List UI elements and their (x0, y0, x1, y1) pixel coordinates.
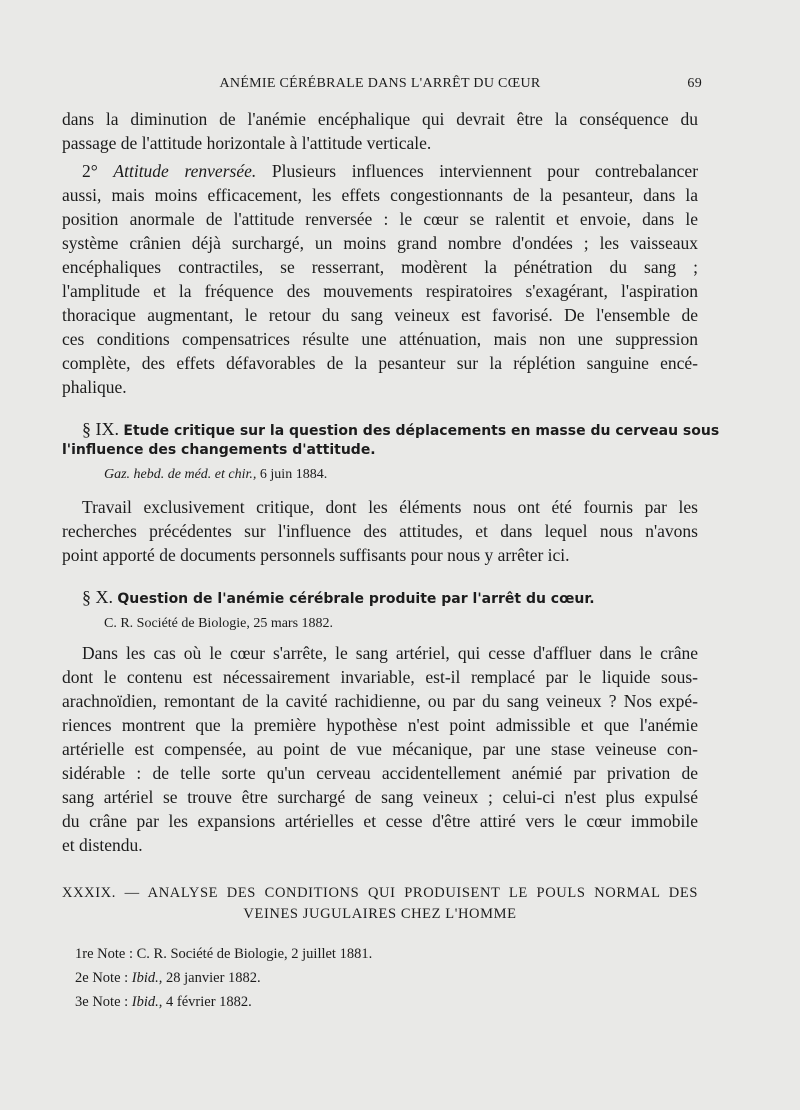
paragraph-line: phalique. (62, 377, 127, 397)
chapter-heading: XXXIX. — ANALYSE DES CONDITIONS QUI PRODUISENT LE POULS NORMAL DES (62, 885, 698, 901)
italic-subtitle: Attitude renversée. (113, 161, 257, 181)
paragraph-line: point apporté de documents personnels suffisants pour nous y arrêter ici. (62, 545, 570, 565)
paragraph-line: et distendu. (62, 835, 143, 855)
paragraph-line: aussi, mais moins efficacement, les effets congestionnants de la pesanteur, dans la (62, 185, 698, 205)
paragraph-line: arachnoïdien, remontant de la cavité rachidienne, ou par du sang veineux ? Nos expé- (62, 691, 698, 711)
section-ix-reference: Gaz. hebd. de méd. et chir., 6 juin 1884. (104, 467, 328, 482)
paragraph-line: l'amplitude et la fréquence des mouvements respiratoires s'exagérant, l'aspiration (62, 281, 698, 301)
header-title: ANÉMIE CÉRÉBRALE DANS L'ARRÊT DU CŒUR (219, 76, 541, 91)
paragraph-line: encéphaliques contractiles, se resserrant, modèrent la pénétration du sang ; (62, 257, 698, 277)
paragraph-line: complète, des effets défavorables de la pesanteur sur la réplétion sanguine encé- (62, 353, 698, 373)
paragraph-line: du crâne par les expansions artérielles et cesse d'être attiré vers le cœur immobile (62, 811, 698, 831)
section-ix-title: § IX. Etude critique sur la question des déplacements en masse du cerveau sous (82, 419, 720, 439)
paragraph-line: Dans les cas où le cœur s'arrête, le sang artériel, qui cesse d'affluer dans le crâne (82, 643, 698, 663)
section-marker: § IX. (82, 419, 119, 439)
item-number: 2° (82, 161, 98, 181)
section-marker: § X. (82, 587, 113, 607)
paragraph-line: Travail exclusivement critique, dont les éléments nous ont été fournis par les (82, 497, 698, 517)
paragraph-line: recherches précédentes sur l'influence des attitudes, et dans lequel nous n'avons (62, 521, 698, 541)
paragraph-line: sang artériel se trouve être surchargé de sang veineux ; celui-ci n'est plus expulsé (62, 787, 698, 807)
note-line: 3e Note : Ibid., 4 février 1882. (75, 994, 252, 1010)
paragraph-line: riences montrent que la première hypothèse n'est point admissible et que l'anémie (62, 715, 698, 735)
note-line: 2e Note : Ibid., 28 janvier 1882. (75, 970, 261, 986)
section-ix-title-cont: l'influence des changements d'attitude. (62, 442, 376, 458)
chapter-heading-cont: VEINES JUGULAIRES CHEZ L'HOMME (243, 906, 517, 922)
paragraph-line: thoracique augmentant, le retour du sang veineux est favorisé. De l'ensemble de (62, 305, 698, 325)
paragraph-line: dans la diminution de l'anémie encéphalique qui devrait être la conséquence du (62, 109, 698, 129)
paragraph-line: 2° Attitude renversée. Plusieurs influences interviennent pour contrebalancer (82, 161, 699, 181)
running-header (62, 76, 702, 96)
section-x-title: § X. Question de l'anémie cérébrale produite par l'arrêt du cœur. (82, 587, 595, 607)
paragraph-line: système crânien déjà surchargé, un moins grand nombre d'ondées ; les vaisseaux (62, 233, 698, 253)
section-x-reference: C. R. Société de Biologie, 25 mars 1882. (104, 616, 334, 631)
paragraph-line: artérielle est compensée, au point de vue mécanique, par une stase veineuse con- (62, 739, 698, 759)
paragraph-line: sidérable : de telle sorte qu'un cerveau accidentellement anémié par privation de (62, 763, 698, 783)
page-number: 69 (687, 76, 702, 91)
note-line: 1re Note : C. R. Société de Biologie, 2 juillet 1881. (75, 946, 373, 962)
paragraph-line: ces conditions compensatrices résulte une atténuation, mais non une suppression (62, 329, 698, 349)
paragraph-line: position anormale de l'attitude renversée : le cœur se ralentit et envoie, dans le (62, 209, 698, 229)
paragraph-line: passage de l'attitude horizontale à l'attitude verticale. (62, 133, 432, 153)
paragraph-line: dont le contenu est nécessairement invariable, est-il remplacé par le liquide sous- (62, 667, 698, 687)
